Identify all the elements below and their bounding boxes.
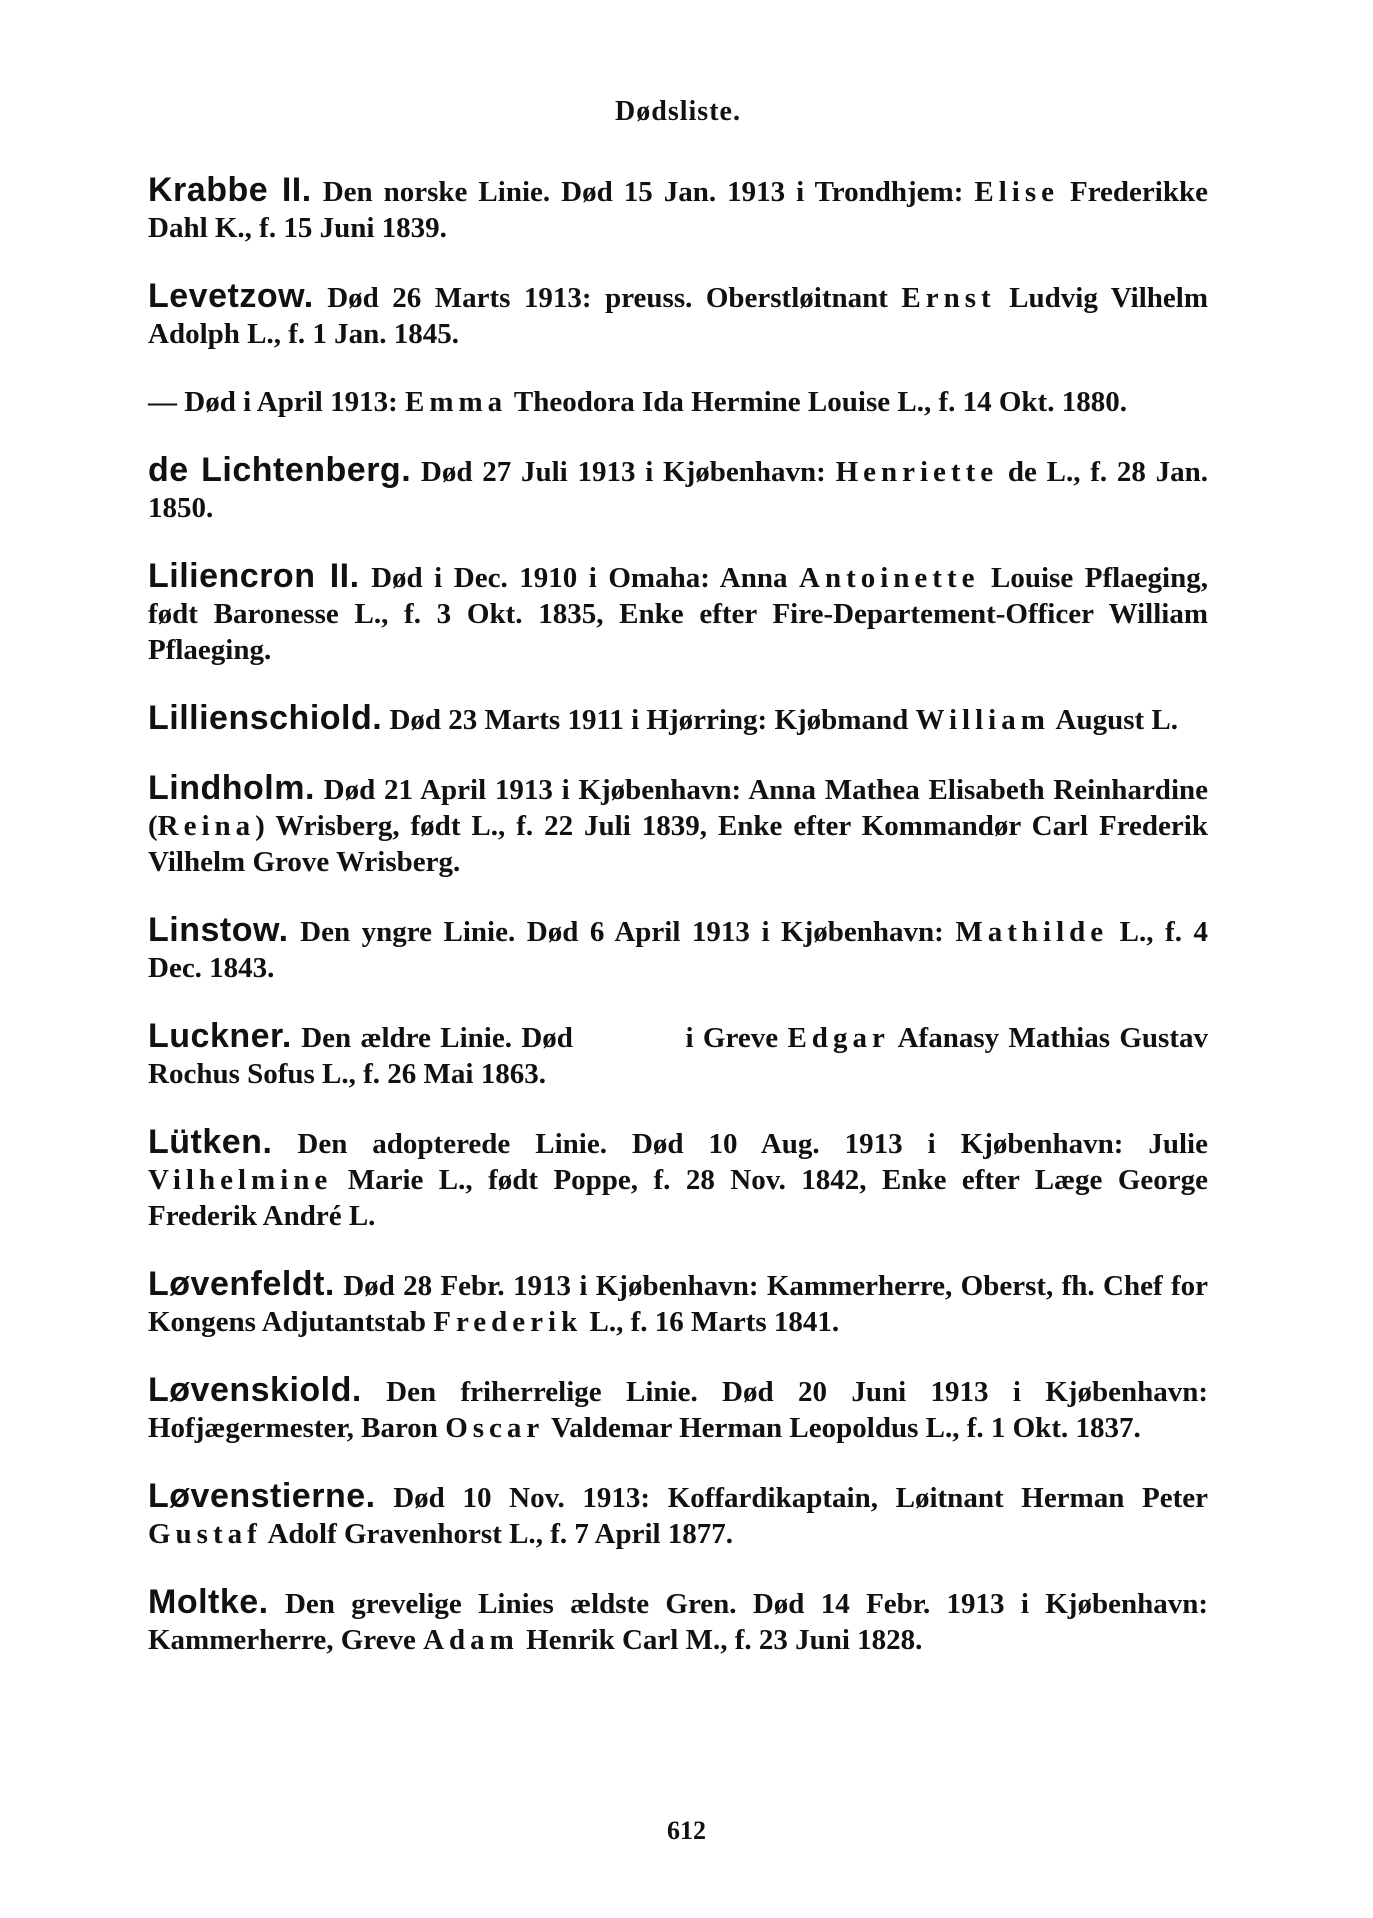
document-page xyxy=(148,96,1216,1690)
entry-text: Død 23 Marts 1911 i Hjørring: Kjøbmand xyxy=(382,704,916,736)
entry-spaced-name: Henriette xyxy=(835,456,999,488)
entry-spaced-name: Emma xyxy=(405,386,508,418)
entry-text: Død 27 Juli 1913 i Kjøbenhavn: xyxy=(411,456,836,488)
entry-surname: de Lichtenberg. xyxy=(148,451,412,489)
entry-text: Død i April 1913: xyxy=(177,386,405,418)
entry-spaced-name: Edgar xyxy=(787,1022,890,1054)
entry-lillienschiold xyxy=(148,700,1208,738)
entry-text: Marie L., født Poppe, f. 28 Nov. 1842, Enke efter Læge George Frederik André L. xyxy=(148,1164,1208,1232)
entry-surname: Lindholm. xyxy=(148,769,315,807)
entry-spaced-name: Oscar xyxy=(445,1412,545,1444)
entry-surname: Liliencron II. xyxy=(148,557,360,595)
entry-text: Frederikke Dahl K., f. 15 Juni 1839. xyxy=(148,176,1208,244)
entry-text: Ludvig Vilhelm Adolph L., f. 1 Jan. 1845. xyxy=(148,282,1208,350)
entry-spaced-name: Adam xyxy=(423,1624,519,1656)
entry-lutken xyxy=(148,1124,1208,1234)
entry-linstow xyxy=(148,912,1208,986)
entry-surname: Moltke. xyxy=(148,1583,269,1621)
entry-spaced-name: Frederik xyxy=(433,1306,583,1338)
entry-surname: Løvenskiold. xyxy=(148,1371,362,1409)
entry-text: Død 10 Nov. 1913: Koffardikaptain, Løitnant Herman Peter xyxy=(375,1482,1208,1514)
entry-text: Valdemar Herman Leopoldus L., f. 1 Okt. 1837. xyxy=(544,1412,1141,1444)
entry-spaced-name: William xyxy=(915,704,1050,736)
entry-dash: — xyxy=(148,386,177,418)
entry-text: August L. xyxy=(1049,704,1178,736)
page-header: Dødsliste. xyxy=(615,96,741,127)
entry-text: de L., f. 28 Jan. 1850. xyxy=(148,456,1208,524)
entry-text: Død 28 Febr. 1913 i Kjøbenhavn: Kammerherre, Oberst, fh. Chef for Kongens Adjutantstab xyxy=(148,1270,1208,1338)
entry-spaced-name: Reina xyxy=(157,810,256,842)
entry-surname: Løvenstierne. xyxy=(148,1477,376,1515)
entry-liliencron xyxy=(148,558,1208,668)
entry-text: Theodora Ida Hermine Louise L., f. 14 Okt. 1880. xyxy=(507,386,1127,418)
entry-lovenfeldt xyxy=(148,1266,1208,1340)
entry-text: Louise Pflaeging, født Baronesse L., f. 3 Okt. 1835, Enke efter Fire-Departement-Officer William Pflaeging. xyxy=(148,562,1208,666)
entry-text: Den friherrelige Linie. Død 20 Juni 1913 i Kjøbenhavn: Hofjægermester, Baron xyxy=(148,1376,1208,1444)
entry-levetzow-2 xyxy=(148,384,1208,420)
entry-text: Død 26 Marts 1913: preuss. Oberstløitnant xyxy=(313,282,902,314)
entry-luckner xyxy=(148,1017,1216,1092)
entry-surname: Lütken. xyxy=(148,1123,273,1161)
entry-lichtenberg xyxy=(148,452,1208,526)
entry-levetzow xyxy=(148,278,1208,352)
entry-lindholm xyxy=(148,770,1208,880)
entry-spaced-name: Mathilde xyxy=(955,916,1109,948)
entry-text: Afanasy Mathias Gustav Rochus Sofus L., f. 26 Mai 1863. xyxy=(148,1022,1216,1090)
entry-surname: Løvenfeldt. xyxy=(148,1265,335,1303)
entry-spaced-name: Elise xyxy=(974,176,1059,208)
entry-text: Den yngre Linie. Død 6 April 1913 i Kjøbenhavn: xyxy=(288,916,956,948)
entry-surname: Linstow. xyxy=(148,911,289,949)
entry-lovenstierne xyxy=(148,1478,1208,1552)
entry-lovenskiold xyxy=(148,1372,1208,1446)
entry-surname: Krabbe II. xyxy=(148,171,312,209)
entry-text: L., f. 16 Marts 1841. xyxy=(582,1306,840,1338)
entry-text: Den adopterede Linie. Død 10 Aug. 1913 i Kjøbenhavn: Julie xyxy=(272,1128,1208,1160)
entry-spaced-name: Gustaf xyxy=(148,1518,262,1550)
entry-surname: Luckner. xyxy=(148,1017,292,1055)
entry-spaced-name: Vilhelmine xyxy=(148,1164,333,1196)
entry-surname: Lillienschiold. xyxy=(148,699,383,737)
entry-krabbe xyxy=(148,172,1208,246)
entry-spaced-name: Antoinette xyxy=(799,562,980,594)
entry-text: Død i Dec. 1910 i Omaha: Anna xyxy=(359,562,800,594)
page-number: 612 xyxy=(667,1816,706,1845)
entry-text: Den ældre Linie. Død i Greve xyxy=(291,1022,788,1054)
entry-text: L., f. 4 Dec. 1843. xyxy=(148,916,1209,984)
entry-text: ) Wrisberg, født L., f. 22 Juli 1839, Enke efter Kommandør Carl Frederik Vilhelm Grove Wrisberg. xyxy=(148,810,1208,878)
entry-text: Død 21 April 1913 i Kjøbenhavn: Anna Mathea Elisabeth Reinhardine ( xyxy=(148,774,1208,842)
entry-text: Adolf Gravenhorst L., f. 7 April 1877. xyxy=(261,1518,734,1550)
entry-text: Den grevelige Linies ældste Gren. Død 14 Febr. 1913 i Kjøbenhavn: Kammerherre, Greve xyxy=(148,1588,1208,1656)
entry-moltke xyxy=(148,1584,1208,1658)
entry-text: Den norske Linie. Død 15 Jan. 1913 i Trondhjem: xyxy=(311,176,975,208)
entry-text: Henrik Carl M., f. 23 Juni 1828. xyxy=(518,1624,923,1656)
entry-spaced-name: Ernst xyxy=(901,282,996,314)
entry-surname: Levetzow. xyxy=(148,277,314,315)
